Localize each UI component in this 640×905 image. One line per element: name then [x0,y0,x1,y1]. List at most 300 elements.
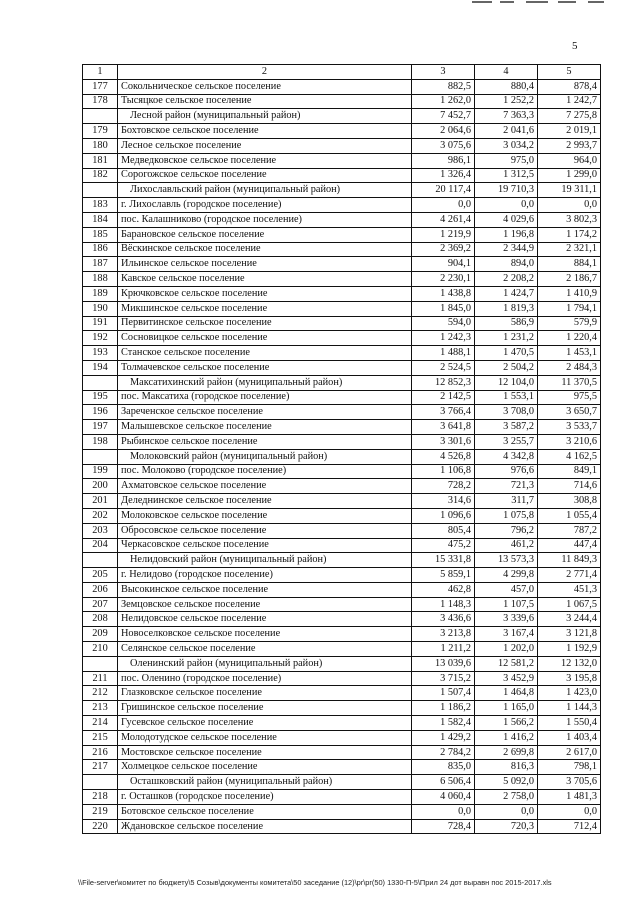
row-number: 189 [83,286,118,301]
value-col-3: 1 326,4 [412,168,475,183]
district-row [83,656,601,671]
row-name: Черкасовское сельское поселение [118,538,412,553]
row-name: Зареченское сельское поселение [118,405,412,420]
value-col-5: 1 192,9 [538,642,601,657]
value-col-4: 461,2 [475,538,538,553]
value-col-4: 1 470,5 [475,346,538,361]
table-row [83,745,601,760]
value-col-3: 805,4 [412,523,475,538]
row-name: Лесной район (муниципальный район) [118,109,412,124]
value-col-5: 1 067,5 [538,597,601,612]
row-name: г. Нелидово (городское поселение) [118,568,412,583]
table-row [83,479,601,494]
value-col-4: 586,9 [475,316,538,331]
table-row [83,79,601,94]
value-col-5: 2 484,3 [538,360,601,375]
column-header-row [83,65,601,80]
value-col-4: 1 416,2 [475,730,538,745]
table-row [83,316,601,331]
row-name: Кавское сельское поселение [118,272,412,287]
row-name: Молоковский район (муниципальный район) [118,449,412,464]
row-name: Ботовское сельское поселение [118,804,412,819]
value-col-5: 12 132,0 [538,656,601,671]
row-name: Сокольническое сельское поселение [118,79,412,94]
row-number: 184 [83,212,118,227]
row-name: Медведковское сельское поселение [118,153,412,168]
value-col-4: 1 312,5 [475,168,538,183]
row-number: 204 [83,538,118,553]
row-name: Станское сельское поселение [118,346,412,361]
row-name: Ильинское сельское поселение [118,257,412,272]
value-col-3: 4 526,8 [412,449,475,464]
row-name: г. Лихославль (городское поселение) [118,198,412,213]
value-col-5: 3 802,3 [538,212,601,227]
table-row [83,819,601,834]
row-number: 197 [83,420,118,435]
top-scan-marks [470,0,610,4]
table-row [83,420,601,435]
value-col-5: 308,8 [538,494,601,509]
value-col-5: 3 533,7 [538,420,601,435]
row-number: 182 [83,168,118,183]
row-name: Высокинское сельское поселение [118,582,412,597]
table-row [83,434,601,449]
row-number: 191 [83,316,118,331]
value-col-4: 880,4 [475,79,538,94]
value-col-4: 1 553,1 [475,390,538,405]
row-name: Селянское сельское поселение [118,642,412,657]
value-col-3: 594,0 [412,316,475,331]
row-number: 180 [83,138,118,153]
row-name: Деледнинское сельское поселение [118,494,412,509]
value-col-5: 3 121,8 [538,627,601,642]
row-number: 218 [83,790,118,805]
table-row [83,212,601,227]
column-header: 5 [538,65,601,80]
value-col-4: 4 342,8 [475,449,538,464]
value-col-3: 12 852,3 [412,375,475,390]
row-name: Нелидовское сельское поселение [118,612,412,627]
row-name: Толмачевское сельское поселение [118,360,412,375]
value-col-4: 1 196,8 [475,227,538,242]
row-number [83,109,118,124]
value-col-3: 4 060,4 [412,790,475,805]
row-name: г. Осташков (городское поселение) [118,790,412,805]
table-row [83,168,601,183]
value-col-5: 714,6 [538,479,601,494]
value-col-5: 849,1 [538,464,601,479]
value-col-4: 1 075,8 [475,508,538,523]
row-name: пос. Оленино (городское поселение) [118,671,412,686]
value-col-3: 3 213,8 [412,627,475,642]
value-col-5: 579,9 [538,316,601,331]
value-col-4: 3 452,9 [475,671,538,686]
value-col-3: 1 096,6 [412,508,475,523]
row-number: 205 [83,568,118,583]
table-row [83,642,601,657]
table-row [83,301,601,316]
row-number: 185 [83,227,118,242]
table-row [83,405,601,420]
row-name: Тысяцкое сельское поселение [118,94,412,109]
table-row [83,627,601,642]
row-number: 196 [83,405,118,420]
row-name: Оленинский район (муниципальный район) [118,656,412,671]
value-col-4: 1 819,3 [475,301,538,316]
row-name: Молодотудское сельское поселение [118,730,412,745]
value-col-4: 311,7 [475,494,538,509]
value-col-5: 1 242,7 [538,94,601,109]
district-row [83,183,601,198]
value-col-4: 2 344,9 [475,242,538,257]
row-number: 213 [83,701,118,716]
value-col-4: 975,0 [475,153,538,168]
value-col-4: 3 034,2 [475,138,538,153]
row-name: Ждановское сельское поселение [118,819,412,834]
value-col-4: 1 165,0 [475,701,538,716]
row-name: пос. Максатиха (городское поселение) [118,390,412,405]
table-row [83,242,601,257]
value-col-3: 20 117,4 [412,183,475,198]
value-col-5: 2 019,1 [538,124,601,139]
row-name: Лихославльский район (муниципальный район) [118,183,412,198]
row-number: 178 [83,94,118,109]
value-col-3: 2 230,1 [412,272,475,287]
value-col-4: 2 758,0 [475,790,538,805]
value-col-4: 1 202,0 [475,642,538,657]
row-name: пос. Калашниково (городское поселение) [118,212,412,227]
row-number [83,449,118,464]
row-number: 217 [83,760,118,775]
value-col-5: 2 771,4 [538,568,601,583]
row-number: 177 [83,79,118,94]
value-col-5: 1 144,3 [538,701,601,716]
value-col-5: 1 423,0 [538,686,601,701]
value-col-4: 1 464,8 [475,686,538,701]
row-name: Нелидовский район (муниципальный район) [118,553,412,568]
value-col-5: 3 650,7 [538,405,601,420]
value-col-3: 475,2 [412,538,475,553]
value-col-3: 2 524,5 [412,360,475,375]
value-col-4: 13 573,3 [475,553,538,568]
value-col-4: 12 104,0 [475,375,538,390]
value-col-5: 787,2 [538,523,601,538]
row-number [83,775,118,790]
value-col-4: 7 363,3 [475,109,538,124]
value-col-5: 3 195,8 [538,671,601,686]
row-name: Крючковское сельское поселение [118,286,412,301]
row-name: Новоселковское сельское поселение [118,627,412,642]
row-name: Глазковское сельское поселение [118,686,412,701]
value-col-3: 1 148,3 [412,597,475,612]
district-row [83,553,601,568]
row-name: Осташковский район (муниципальный район) [118,775,412,790]
value-col-4: 3 255,7 [475,434,538,449]
value-col-5: 11 849,3 [538,553,601,568]
table-row [83,612,601,627]
column-header: 2 [118,65,412,80]
value-col-3: 1 242,3 [412,331,475,346]
value-col-5: 2 617,0 [538,745,601,760]
value-col-5: 3 210,6 [538,434,601,449]
value-col-5: 0,0 [538,804,601,819]
row-number: 195 [83,390,118,405]
value-col-5: 975,5 [538,390,601,405]
row-number: 199 [83,464,118,479]
row-number: 188 [83,272,118,287]
value-col-4: 1 231,2 [475,331,538,346]
district-row [83,375,601,390]
value-col-3: 3 075,6 [412,138,475,153]
row-name: Микшинское сельское поселение [118,301,412,316]
value-col-3: 986,1 [412,153,475,168]
row-name: Ахматовское сельское поселение [118,479,412,494]
value-col-5: 3 705,6 [538,775,601,790]
value-col-5: 447,4 [538,538,601,553]
value-col-4: 0,0 [475,804,538,819]
table-row [83,153,601,168]
row-number: 193 [83,346,118,361]
row-name: Вёскинское сельское поселение [118,242,412,257]
row-name: Первитинское сельское поселение [118,316,412,331]
value-col-4: 816,3 [475,760,538,775]
row-name: Максатихинский район (муниципальный район) [118,375,412,390]
value-col-3: 2 064,6 [412,124,475,139]
table-row [83,257,601,272]
row-number: 203 [83,523,118,538]
value-col-3: 1 429,2 [412,730,475,745]
row-number [83,656,118,671]
value-col-3: 3 641,8 [412,420,475,435]
value-col-4: 894,0 [475,257,538,272]
row-number: 215 [83,730,118,745]
row-number: 201 [83,494,118,509]
page-number: 5 [572,40,578,52]
table-row [83,360,601,375]
row-name: Малышевское сельское поселение [118,420,412,435]
value-col-3: 835,0 [412,760,475,775]
table-row [83,804,601,819]
table-row [83,701,601,716]
row-number [83,375,118,390]
row-number: 194 [83,360,118,375]
row-name: пос. Молоково (городское поселение) [118,464,412,479]
table-row [83,686,601,701]
value-col-3: 1 488,1 [412,346,475,361]
row-number: 208 [83,612,118,627]
row-name: Гришинское сельское поселение [118,701,412,716]
row-number: 187 [83,257,118,272]
row-number: 200 [83,479,118,494]
row-name: Лесное сельское поселение [118,138,412,153]
row-name: Мостовское сельское поселение [118,745,412,760]
value-col-3: 1 582,4 [412,716,475,731]
table-row [83,272,601,287]
value-col-5: 884,1 [538,257,601,272]
value-col-5: 1 550,4 [538,716,601,731]
value-col-5: 1 403,4 [538,730,601,745]
value-col-5: 1 794,1 [538,301,601,316]
value-col-3: 5 859,1 [412,568,475,583]
row-name: Молоковское сельское поселение [118,508,412,523]
table-row [83,508,601,523]
value-col-3: 0,0 [412,198,475,213]
table-row [83,538,601,553]
row-number: 220 [83,819,118,834]
value-col-3: 7 452,7 [412,109,475,124]
table-row [83,597,601,612]
value-col-3: 3 436,6 [412,612,475,627]
row-number: 209 [83,627,118,642]
row-number: 198 [83,434,118,449]
value-col-3: 2 369,2 [412,242,475,257]
column-header: 1 [83,65,118,80]
value-col-5: 2 186,7 [538,272,601,287]
value-col-4: 3 708,0 [475,405,538,420]
value-col-4: 3 167,4 [475,627,538,642]
value-col-4: 721,3 [475,479,538,494]
value-col-3: 3 301,6 [412,434,475,449]
value-col-4: 12 581,2 [475,656,538,671]
value-col-5: 0,0 [538,198,601,213]
value-col-3: 1 186,2 [412,701,475,716]
table-row [83,716,601,731]
row-number: 206 [83,582,118,597]
row-name: Сосновицкое сельское поселение [118,331,412,346]
row-number [83,553,118,568]
value-col-3: 13 039,6 [412,656,475,671]
value-col-3: 6 506,4 [412,775,475,790]
column-header: 3 [412,65,475,80]
value-col-3: 4 261,4 [412,212,475,227]
value-col-5: 3 244,4 [538,612,601,627]
value-col-4: 4 299,8 [475,568,538,583]
table-row [83,790,601,805]
value-col-3: 882,5 [412,79,475,94]
row-number: 214 [83,716,118,731]
table-row [83,582,601,597]
value-col-3: 0,0 [412,804,475,819]
district-row [83,449,601,464]
table-row [83,227,601,242]
row-name: Сорогожское сельское поселение [118,168,412,183]
value-col-3: 1 507,4 [412,686,475,701]
row-number: 186 [83,242,118,257]
column-header: 4 [475,65,538,80]
value-col-3: 1 262,0 [412,94,475,109]
value-col-3: 314,6 [412,494,475,509]
value-col-4: 1 252,2 [475,94,538,109]
value-col-3: 904,1 [412,257,475,272]
value-col-5: 1 481,3 [538,790,601,805]
value-col-5: 1 055,4 [538,508,601,523]
table-row [83,94,601,109]
value-col-4: 796,2 [475,523,538,538]
row-number: 192 [83,331,118,346]
table-row [83,390,601,405]
row-number: 181 [83,153,118,168]
row-name: Земцовское сельское поселение [118,597,412,612]
row-name: Барановское сельское поселение [118,227,412,242]
value-col-3: 3 715,2 [412,671,475,686]
value-col-5: 4 162,5 [538,449,601,464]
value-col-3: 728,4 [412,819,475,834]
table-row [83,138,601,153]
row-number: 183 [83,198,118,213]
value-col-3: 728,2 [412,479,475,494]
value-col-4: 5 092,0 [475,775,538,790]
value-col-5: 19 311,1 [538,183,601,198]
value-col-4: 2 504,2 [475,360,538,375]
row-number: 179 [83,124,118,139]
row-number [83,183,118,198]
value-col-4: 1 566,2 [475,716,538,731]
value-col-4: 2 699,8 [475,745,538,760]
value-col-5: 964,0 [538,153,601,168]
table-row [83,760,601,775]
value-col-3: 3 766,4 [412,405,475,420]
value-col-5: 712,4 [538,819,601,834]
row-name: Рыбинское сельское поселение [118,434,412,449]
table-row [83,523,601,538]
value-col-3: 1 845,0 [412,301,475,316]
table-row [83,494,601,509]
district-row [83,775,601,790]
value-col-5: 2 321,1 [538,242,601,257]
value-col-4: 720,3 [475,819,538,834]
row-number: 190 [83,301,118,316]
value-col-3: 1 211,2 [412,642,475,657]
value-col-4: 457,0 [475,582,538,597]
row-number: 202 [83,508,118,523]
district-row [83,109,601,124]
value-col-4: 2 041,6 [475,124,538,139]
value-col-3: 1 106,8 [412,464,475,479]
table-row [83,568,601,583]
value-col-5: 1 220,4 [538,331,601,346]
value-col-4: 3 587,2 [475,420,538,435]
row-number: 211 [83,671,118,686]
budget-table [82,64,601,834]
value-col-5: 1 174,2 [538,227,601,242]
row-number: 210 [83,642,118,657]
value-col-3: 1 219,9 [412,227,475,242]
value-col-5: 11 370,5 [538,375,601,390]
value-col-3: 1 438,8 [412,286,475,301]
value-col-4: 3 339,6 [475,612,538,627]
value-col-5: 1 453,1 [538,346,601,361]
value-col-3: 2 784,2 [412,745,475,760]
row-name: Обросовское сельское поселение [118,523,412,538]
value-col-4: 0,0 [475,198,538,213]
row-number: 219 [83,804,118,819]
table-row [83,198,601,213]
row-number: 207 [83,597,118,612]
value-col-4: 976,6 [475,464,538,479]
value-col-5: 2 993,7 [538,138,601,153]
row-name: Холмецкое сельское поселение [118,760,412,775]
value-col-5: 878,4 [538,79,601,94]
value-col-5: 798,1 [538,760,601,775]
value-col-5: 451,3 [538,582,601,597]
table-row [83,730,601,745]
table-row [83,124,601,139]
value-col-5: 1 299,0 [538,168,601,183]
table-row [83,346,601,361]
value-col-3: 2 142,5 [412,390,475,405]
value-col-4: 19 710,3 [475,183,538,198]
row-number: 216 [83,745,118,760]
